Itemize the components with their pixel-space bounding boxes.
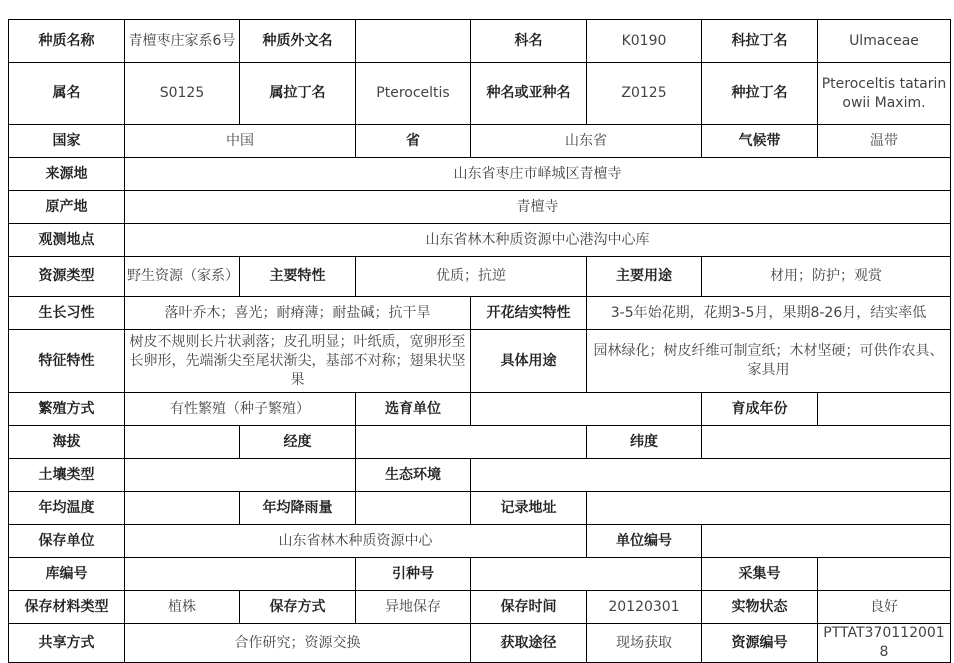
table-row: [9, 257, 951, 297]
field-value: Ulmaceae: [818, 20, 951, 63]
field-label: 省: [356, 125, 471, 158]
germplasm-info-table: [8, 19, 951, 663]
table-row: [9, 558, 951, 591]
field-value: [702, 525, 951, 558]
table-row: [9, 158, 951, 191]
table-row: [9, 63, 951, 125]
field-value: 青檀寺: [125, 191, 951, 224]
field-value: 良好: [818, 591, 951, 624]
field-value: K0190: [587, 20, 702, 63]
field-value: [356, 492, 471, 525]
table-row: [9, 20, 951, 63]
field-value: 山东省枣庄市峄城区青檀寺: [125, 158, 951, 191]
field-label: 生态环境: [356, 459, 471, 492]
field-value: [125, 492, 240, 525]
field-label: 资源类型: [9, 257, 125, 297]
field-value: 现场获取: [587, 624, 702, 663]
field-value: 青檀枣庄家系6号: [125, 20, 240, 63]
field-value: 野生资源（家系）: [125, 257, 240, 297]
field-value: 有性繁殖（种子繁殖）: [125, 393, 356, 426]
field-value: 园林绿化；树皮纤维可制宣纸；木材坚硬；可供作农具、家具用: [587, 330, 951, 393]
field-label: 种质外文名: [240, 20, 356, 63]
field-label: 主要用途: [587, 257, 702, 297]
field-value: Pteroceltis tatarinowii Maxim.: [818, 63, 951, 125]
table-row: [9, 125, 951, 158]
field-label: 获取途径: [471, 624, 587, 663]
field-label: 科拉丁名: [702, 20, 818, 63]
field-label: 来源地: [9, 158, 125, 191]
field-value: Z0125: [587, 63, 702, 125]
field-label: 观测地点: [9, 224, 125, 257]
field-value: 树皮不规则长片状剥落；皮孔明显；叶纸质，宽卵形至长卵形，先端渐尖至尾状渐尖，基部不对称；翅果状坚果: [125, 330, 471, 393]
field-value: [125, 558, 356, 591]
field-value: [471, 558, 702, 591]
field-label: 引种号: [356, 558, 471, 591]
field-value: [356, 20, 471, 63]
field-label: 原产地: [9, 191, 125, 224]
field-value: 山东省林木种质资源中心: [125, 525, 587, 558]
field-label: 科名: [471, 20, 587, 63]
field-label: 开花结实特性: [471, 297, 587, 330]
field-label: 经度: [240, 426, 356, 459]
field-label: 生长习性: [9, 297, 125, 330]
field-label: 资源编号: [702, 624, 818, 663]
field-value: Pteroceltis: [356, 63, 471, 125]
field-label: 年均降雨量: [240, 492, 356, 525]
field-label: 保存单位: [9, 525, 125, 558]
field-label: 选育单位: [356, 393, 471, 426]
table-row: [9, 624, 951, 663]
field-value: [125, 459, 356, 492]
field-value: [356, 426, 587, 459]
field-label: 海拔: [9, 426, 125, 459]
field-value: 中国: [125, 125, 356, 158]
table-row: [9, 330, 951, 393]
field-label: 保存材料类型: [9, 591, 125, 624]
field-value: 材用；防护；观赏: [702, 257, 951, 297]
table-row: [9, 459, 951, 492]
field-label: 库编号: [9, 558, 125, 591]
table-row: [9, 492, 951, 525]
field-label: 实物状态: [702, 591, 818, 624]
field-value: 落叶乔木；喜光；耐瘠薄；耐盐碱；抗干旱: [125, 297, 471, 330]
field-label: 种名或亚种名: [471, 63, 587, 125]
table-row: [9, 591, 951, 624]
field-label: 特征特性: [9, 330, 125, 393]
field-value: S0125: [125, 63, 240, 125]
field-value: [471, 459, 951, 492]
field-value: 合作研究；资源交换: [125, 624, 471, 663]
field-label: 气候带: [702, 125, 818, 158]
field-label: 国家: [9, 125, 125, 158]
field-value: 温带: [818, 125, 951, 158]
field-label: 保存方式: [240, 591, 356, 624]
field-label: 繁殖方式: [9, 393, 125, 426]
field-value: 3-5年始花期，花期3-5月，果期8-26月，结实率低: [587, 297, 951, 330]
field-value: 优质；抗逆: [356, 257, 587, 297]
field-value: [818, 393, 951, 426]
field-label: 种拉丁名: [702, 63, 818, 125]
field-label: 主要特性: [240, 257, 356, 297]
field-label: 纬度: [587, 426, 702, 459]
field-value: 异地保存: [356, 591, 471, 624]
field-value: [125, 426, 240, 459]
field-label: 单位编号: [587, 525, 702, 558]
field-label: 育成年份: [702, 393, 818, 426]
field-value: 植株: [125, 591, 240, 624]
field-value: 山东省: [471, 125, 702, 158]
field-value: 20120301: [587, 591, 702, 624]
field-label: 具体用途: [471, 330, 587, 393]
field-label: 记录地址: [471, 492, 587, 525]
table-row: [9, 297, 951, 330]
table-row: [9, 525, 951, 558]
field-value: [818, 558, 951, 591]
field-label: 土壤类型: [9, 459, 125, 492]
field-label: 年均温度: [9, 492, 125, 525]
table-row: [9, 191, 951, 224]
field-value: [702, 426, 951, 459]
field-label: 共享方式: [9, 624, 125, 663]
field-label: 保存时间: [471, 591, 587, 624]
field-label: 种质名称: [9, 20, 125, 63]
table-row: [9, 224, 951, 257]
field-value: [471, 393, 702, 426]
field-label: 属拉丁名: [240, 63, 356, 125]
field-value: PTTAT3701120018: [818, 624, 951, 663]
field-value: [587, 492, 951, 525]
field-value: 山东省林木种质资源中心港沟中心库: [125, 224, 951, 257]
table-row: [9, 426, 951, 459]
field-label: 采集号: [702, 558, 818, 591]
field-label: 属名: [9, 63, 125, 125]
table-row: [9, 393, 951, 426]
